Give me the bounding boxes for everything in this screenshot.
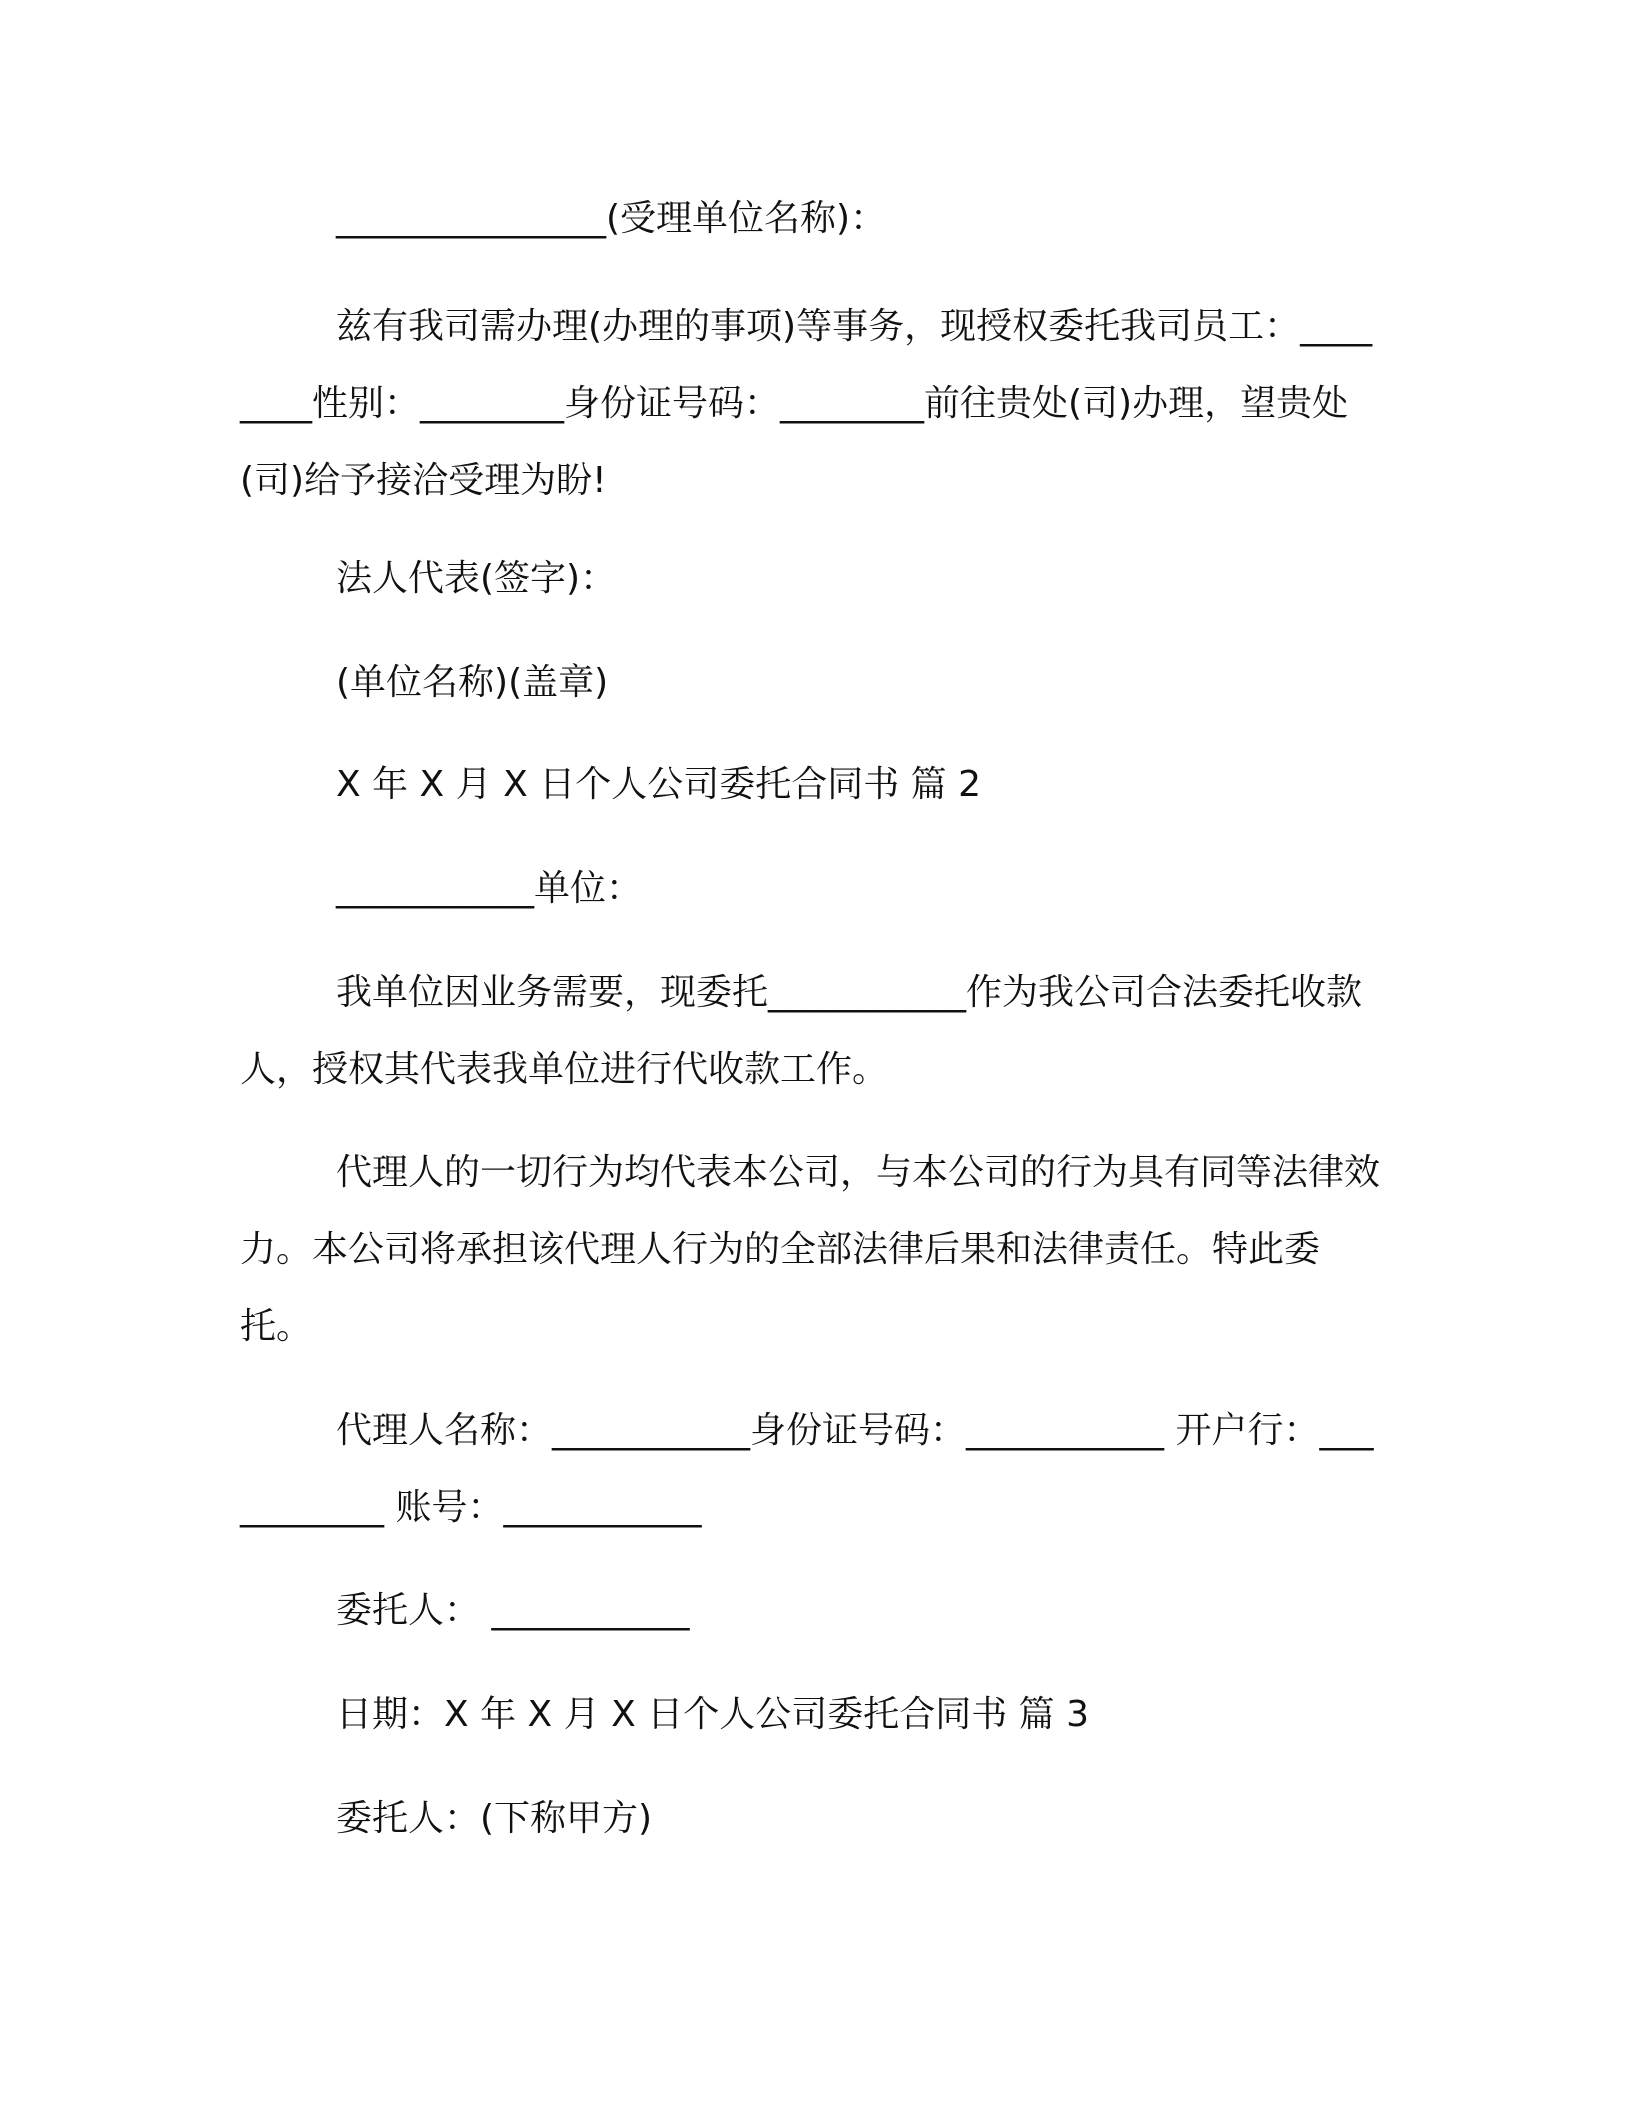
- paragraph-date-section-3: 日期：X 年 X 月 X 日个人公司委托合同书 篇 3: [336, 1694, 1089, 1735]
- paragraph-unit-seal: (单位名称)(盖章): [336, 662, 609, 703]
- paragraph-principal: 委托人： ___________: [336, 1590, 690, 1631]
- paragraph-party-a: 委托人：(下称甲方): [336, 1798, 653, 1839]
- paragraph-collection-agent: 我单位因业务需要，现委托___________作为我公司合法委托收款人，授权其代表我单位进行代收款工作。: [240, 972, 1363, 1090]
- paragraph-legal-rep: 法人代表(签字)：: [336, 558, 617, 599]
- paragraph-date-section-2: X 年 X 月 X 日个人公司委托合同书 篇 2: [336, 764, 981, 805]
- paragraph-recipient: _______________(受理单位名称)：: [336, 198, 887, 239]
- paragraph-unit: ___________单位：: [336, 868, 643, 909]
- paragraph-agent-details: 代理人名称：___________身份证号码：___________ 开户行：___________ 账号：___________: [240, 1410, 1374, 1528]
- paragraph-legal-effect: 代理人的一切行为均代表本公司，与本公司的行为具有同等法律效力。本公司将承担该代理人行为的全部法律后果和法律责任。特此委托。: [240, 1152, 1381, 1347]
- paragraph-authorization: 兹有我司需办理(办理的事项)等事务，现授权委托我司员工：________性别：________身份证号码：________前往贵处(司)办理，望贵处(司)给予接洽受理为盼!: [240, 306, 1373, 501]
